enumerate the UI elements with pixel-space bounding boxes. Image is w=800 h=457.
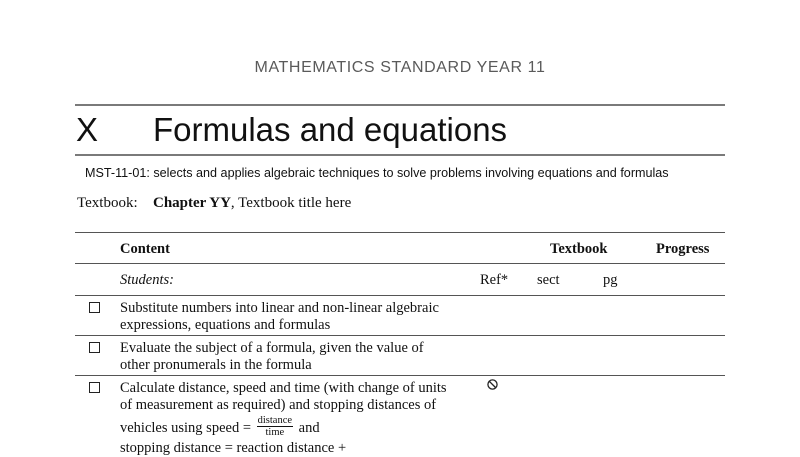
- progress-checkbox[interactable]: [89, 382, 100, 393]
- header-textbook: Textbook: [550, 241, 608, 257]
- formula-text: and: [295, 419, 320, 436]
- heading-bottom-rule: [75, 154, 725, 156]
- textbook-label: Textbook:: [77, 195, 138, 211]
- row-line: Calculate distance, speed and time (with change of units: [120, 380, 447, 396]
- row-line: expressions, equations and formulas: [120, 317, 331, 333]
- row-line-formula: [120, 417, 447, 440]
- topic-title: Formulas and equations: [153, 111, 508, 148]
- row-rule: [75, 375, 725, 376]
- row-content: [120, 300, 439, 334]
- heading-top-rule: [75, 104, 725, 106]
- row-line: Substitute numbers into linear and non-linear algebraic: [120, 300, 439, 316]
- row-rule: [75, 335, 725, 336]
- progress-checkbox[interactable]: [89, 302, 100, 313]
- course-title: MATHEMATICS STANDARD YEAR 11: [254, 59, 546, 76]
- no-calculator-icon: [487, 379, 498, 390]
- progress-checkbox[interactable]: [89, 342, 100, 353]
- header-progress: Progress: [656, 241, 710, 257]
- row-content: [120, 380, 447, 457]
- topic-number: X: [76, 111, 99, 148]
- subheader-sect: sect: [537, 272, 560, 288]
- header-content: Content: [120, 241, 170, 257]
- subheader-ref: Ref*: [480, 272, 509, 288]
- row-line: Evaluate the subject of a formula, given the value of: [120, 340, 424, 356]
- subheader-pg: pg: [603, 272, 618, 288]
- header-rule: [75, 263, 725, 264]
- textbook-chapter: Chapter YY: [153, 195, 231, 211]
- row-content: [120, 340, 424, 374]
- outcome-statement: MST-11-01: selects and applies algebraic techniques to solve problems involving equations and formulas: [85, 166, 669, 180]
- row-line: of measurement as required) and stopping distances of: [120, 397, 437, 413]
- formula-text: vehicles using speed =: [120, 419, 255, 436]
- textbook-reference: [77, 195, 351, 212]
- table-top-rule: [75, 232, 725, 233]
- fraction-denominator: time: [265, 427, 285, 438]
- speed-fraction: [257, 415, 293, 438]
- row-line: other pronumerals in the formula: [120, 357, 312, 373]
- row-line: stopping distance = reaction distance +: [120, 440, 347, 456]
- subheader-rule: [75, 295, 725, 296]
- textbook-title: , Textbook title here: [230, 195, 352, 211]
- subheader-students: Students:: [120, 272, 174, 288]
- fraction-numerator: distance: [257, 415, 293, 426]
